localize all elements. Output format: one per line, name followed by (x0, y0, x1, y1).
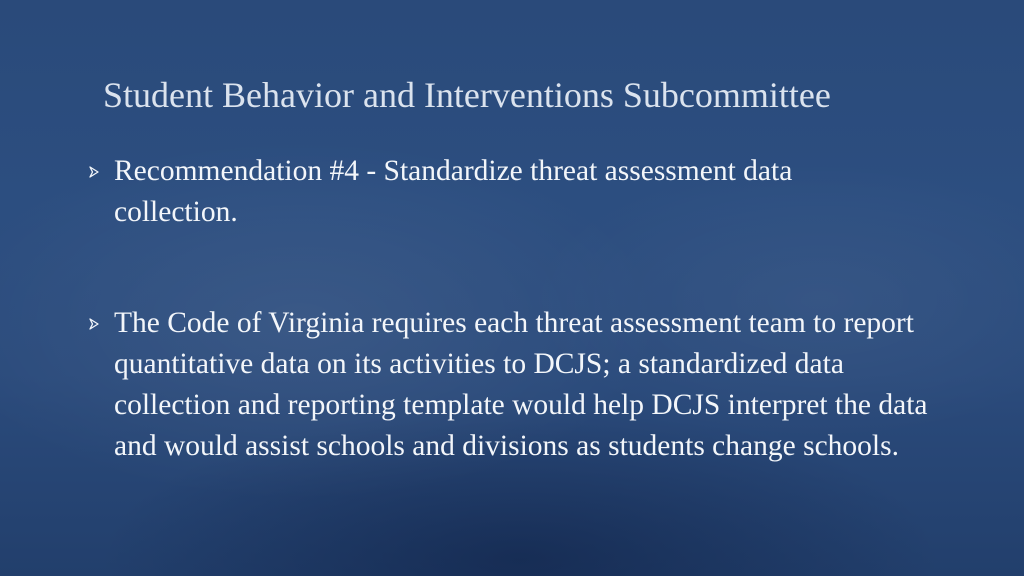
slide-title: Student Behavior and Interventions Subcommittee (103, 75, 831, 115)
bullet-item (88, 303, 968, 467)
bullet-text: The Code of Virginia requires each threat assessment team to report quantitative data on its activities to DCJS; a standardized data collection and reporting template would help DCJS interpret the data and would assist schools and divisions as students change schools. (114, 307, 928, 462)
bullet-text: Recommendation #4 - Standardize threat assessment data collection. (114, 155, 793, 228)
arrow-bullet-icon (88, 303, 114, 344)
bullet-item (88, 151, 968, 233)
arrow-bullet-icon (88, 151, 114, 192)
